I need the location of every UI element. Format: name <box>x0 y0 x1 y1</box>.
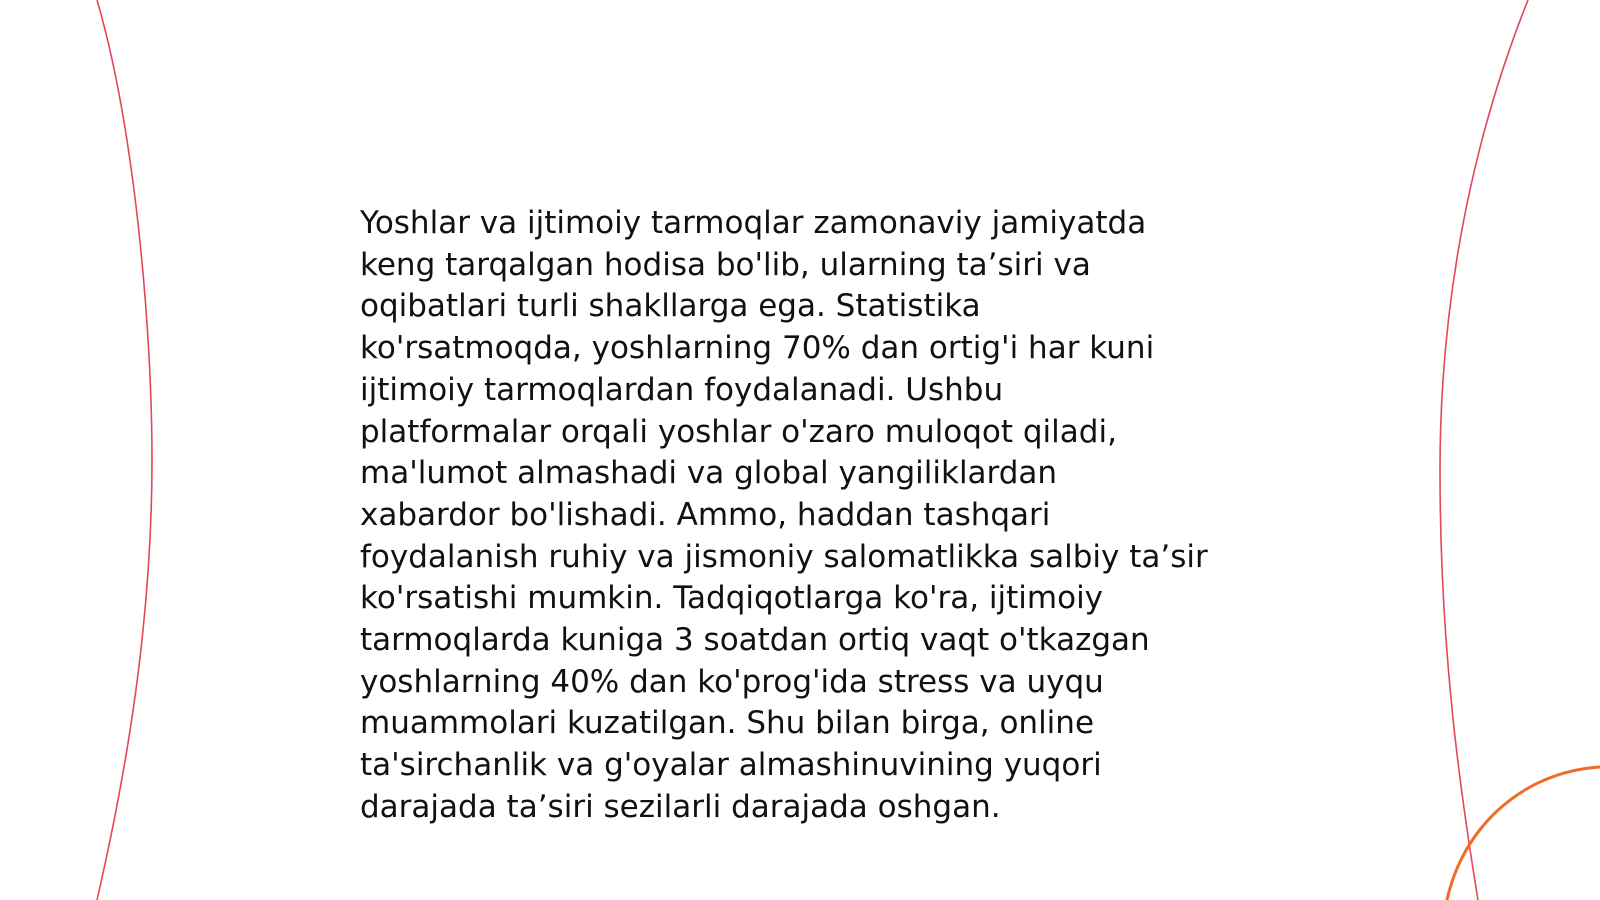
orange-arc <box>1447 767 1600 900</box>
left-curve-line <box>97 0 152 900</box>
body-paragraph: Yoshlar va ijtimoiy tarmoqlar zamonaviy jamiyatda keng tarqalgan hodisa bo'lib, ularning ta’siri va oqibatlari turli shakllarga ega. Statistika ko'rsatmoqda, yoshlarning 70% dan ortig'i har kuni ijtimoiy tarmoqlardan foydalanadi. Ushbu platformalar orqali yoshlar o'zaro muloqot qiladi, ma'lumot almashadi va global yangiliklardan xabardor bo'lishadi. Ammo, haddan tashqari foydalanish ruhiy va jismoniy salomatlikka salbiy ta’sir ko'rsatishi mumkin. Tadqiqotlarga ko'ra, ijtimoiy tarmoqlarda kuniga 3 soatdan ortiq vaqt o'tkazgan yoshlarning 40% dan ko'prog'ida stress va uyqu muammolari kuzatilgan. Shu bilan birga, online ta'sirchanlik va g'oyalar almashinuvining yuqori darajada ta’siri sezilarli darajada oshgan. <box>360 205 1208 825</box>
right-curve-line <box>1440 0 1528 900</box>
